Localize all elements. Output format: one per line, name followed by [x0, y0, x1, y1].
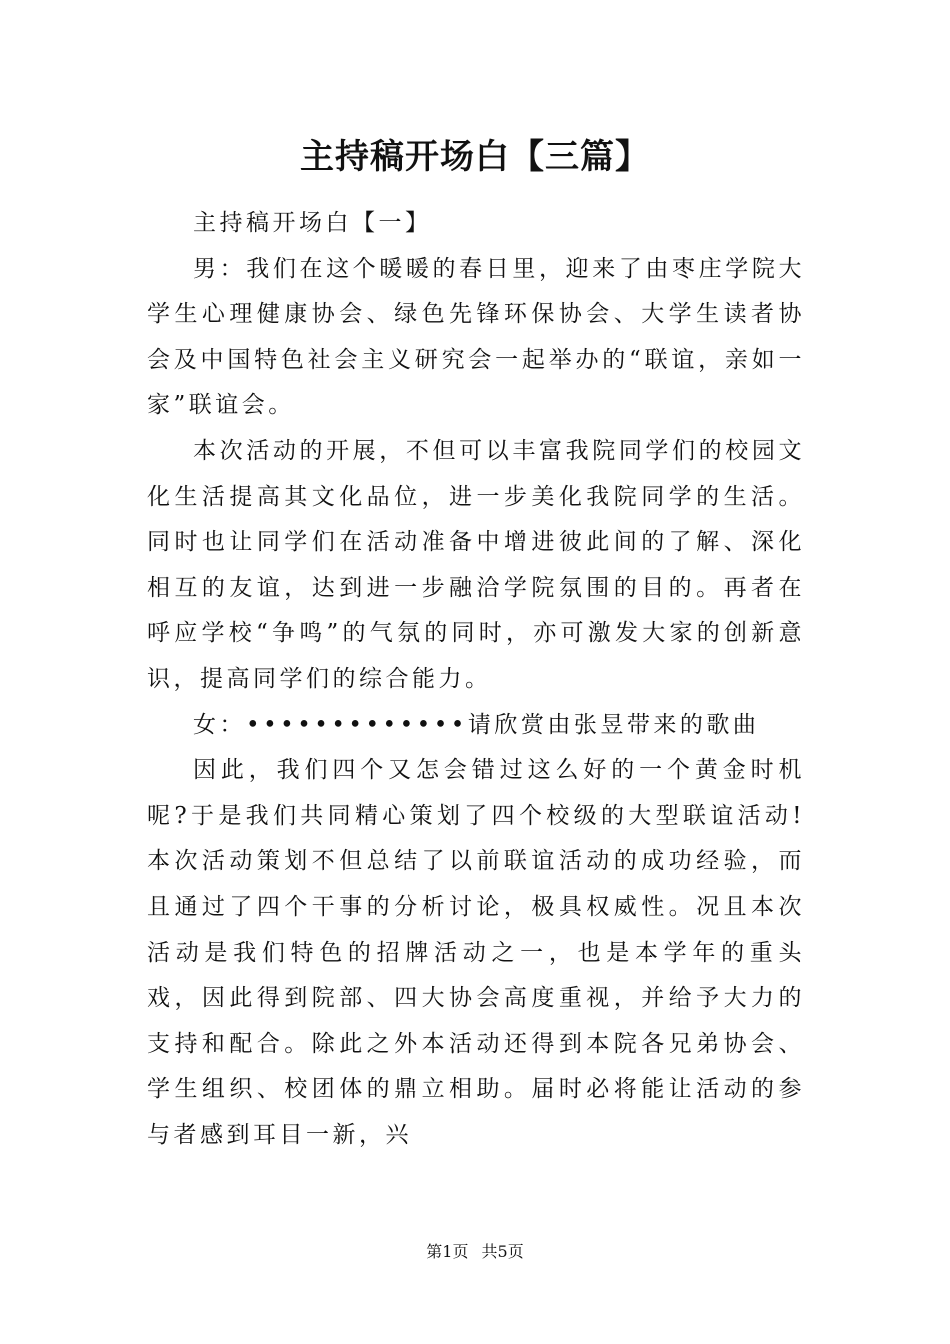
document-title: 主持稿开场白【三篇】: [300, 137, 650, 177]
section-heading: 主持稿开场白【一】: [193, 210, 432, 236]
paragraph: 本次活动的开展，不但可以丰富我院同学们的校园文化生活提高其文化品位，进一步美化我院同学的生活。同时也让同学们在活动准备中增进彼此间的了解、深化相互的友谊，达到进一步融洽学院氛围的目的。再者在呼应学校“争鸣”的气氛的同时，亦可激发大家的创新意识，提高同学们的综合能力。: [147, 437, 805, 692]
page-footer: [0, 1240, 950, 1264]
page-total: 共5页: [481, 1242, 524, 1261]
page-number: 第1页: [426, 1242, 469, 1261]
paragraph: 女：•••••••••••••请欣赏由张昱带来的歌曲: [193, 711, 760, 738]
paragraph: 因此，我们四个又怎会错过这么好的一个黄金时机呢?于是我们共同精心策划了四个校级的大型联谊活动!本次活动策划不但总结了以前联谊活动的成功经验，而且通过了四个干事的分析讨论，极具权威性。况且本次活动是我们特色的招牌活动之一，也是本学年的重头戏，因此得到院部、四大协会高度重视，并给予大力的支持和配合。除此之外本活动还得到本院各兄弟协会、学生组织、校团体的鼎立相助。届时必将能让活动的参与者感到耳目一新，兴: [147, 757, 805, 1148]
document-body: [147, 201, 805, 1158]
paragraph: 男：我们在这个暖暖的春日里，迎来了由枣庄学院大学生心理健康协会、绿色先锋环保协会、大学生读者协会及中国特色社会主义研究会一起举办的“联谊，亲如一家”联谊会。: [147, 255, 805, 419]
